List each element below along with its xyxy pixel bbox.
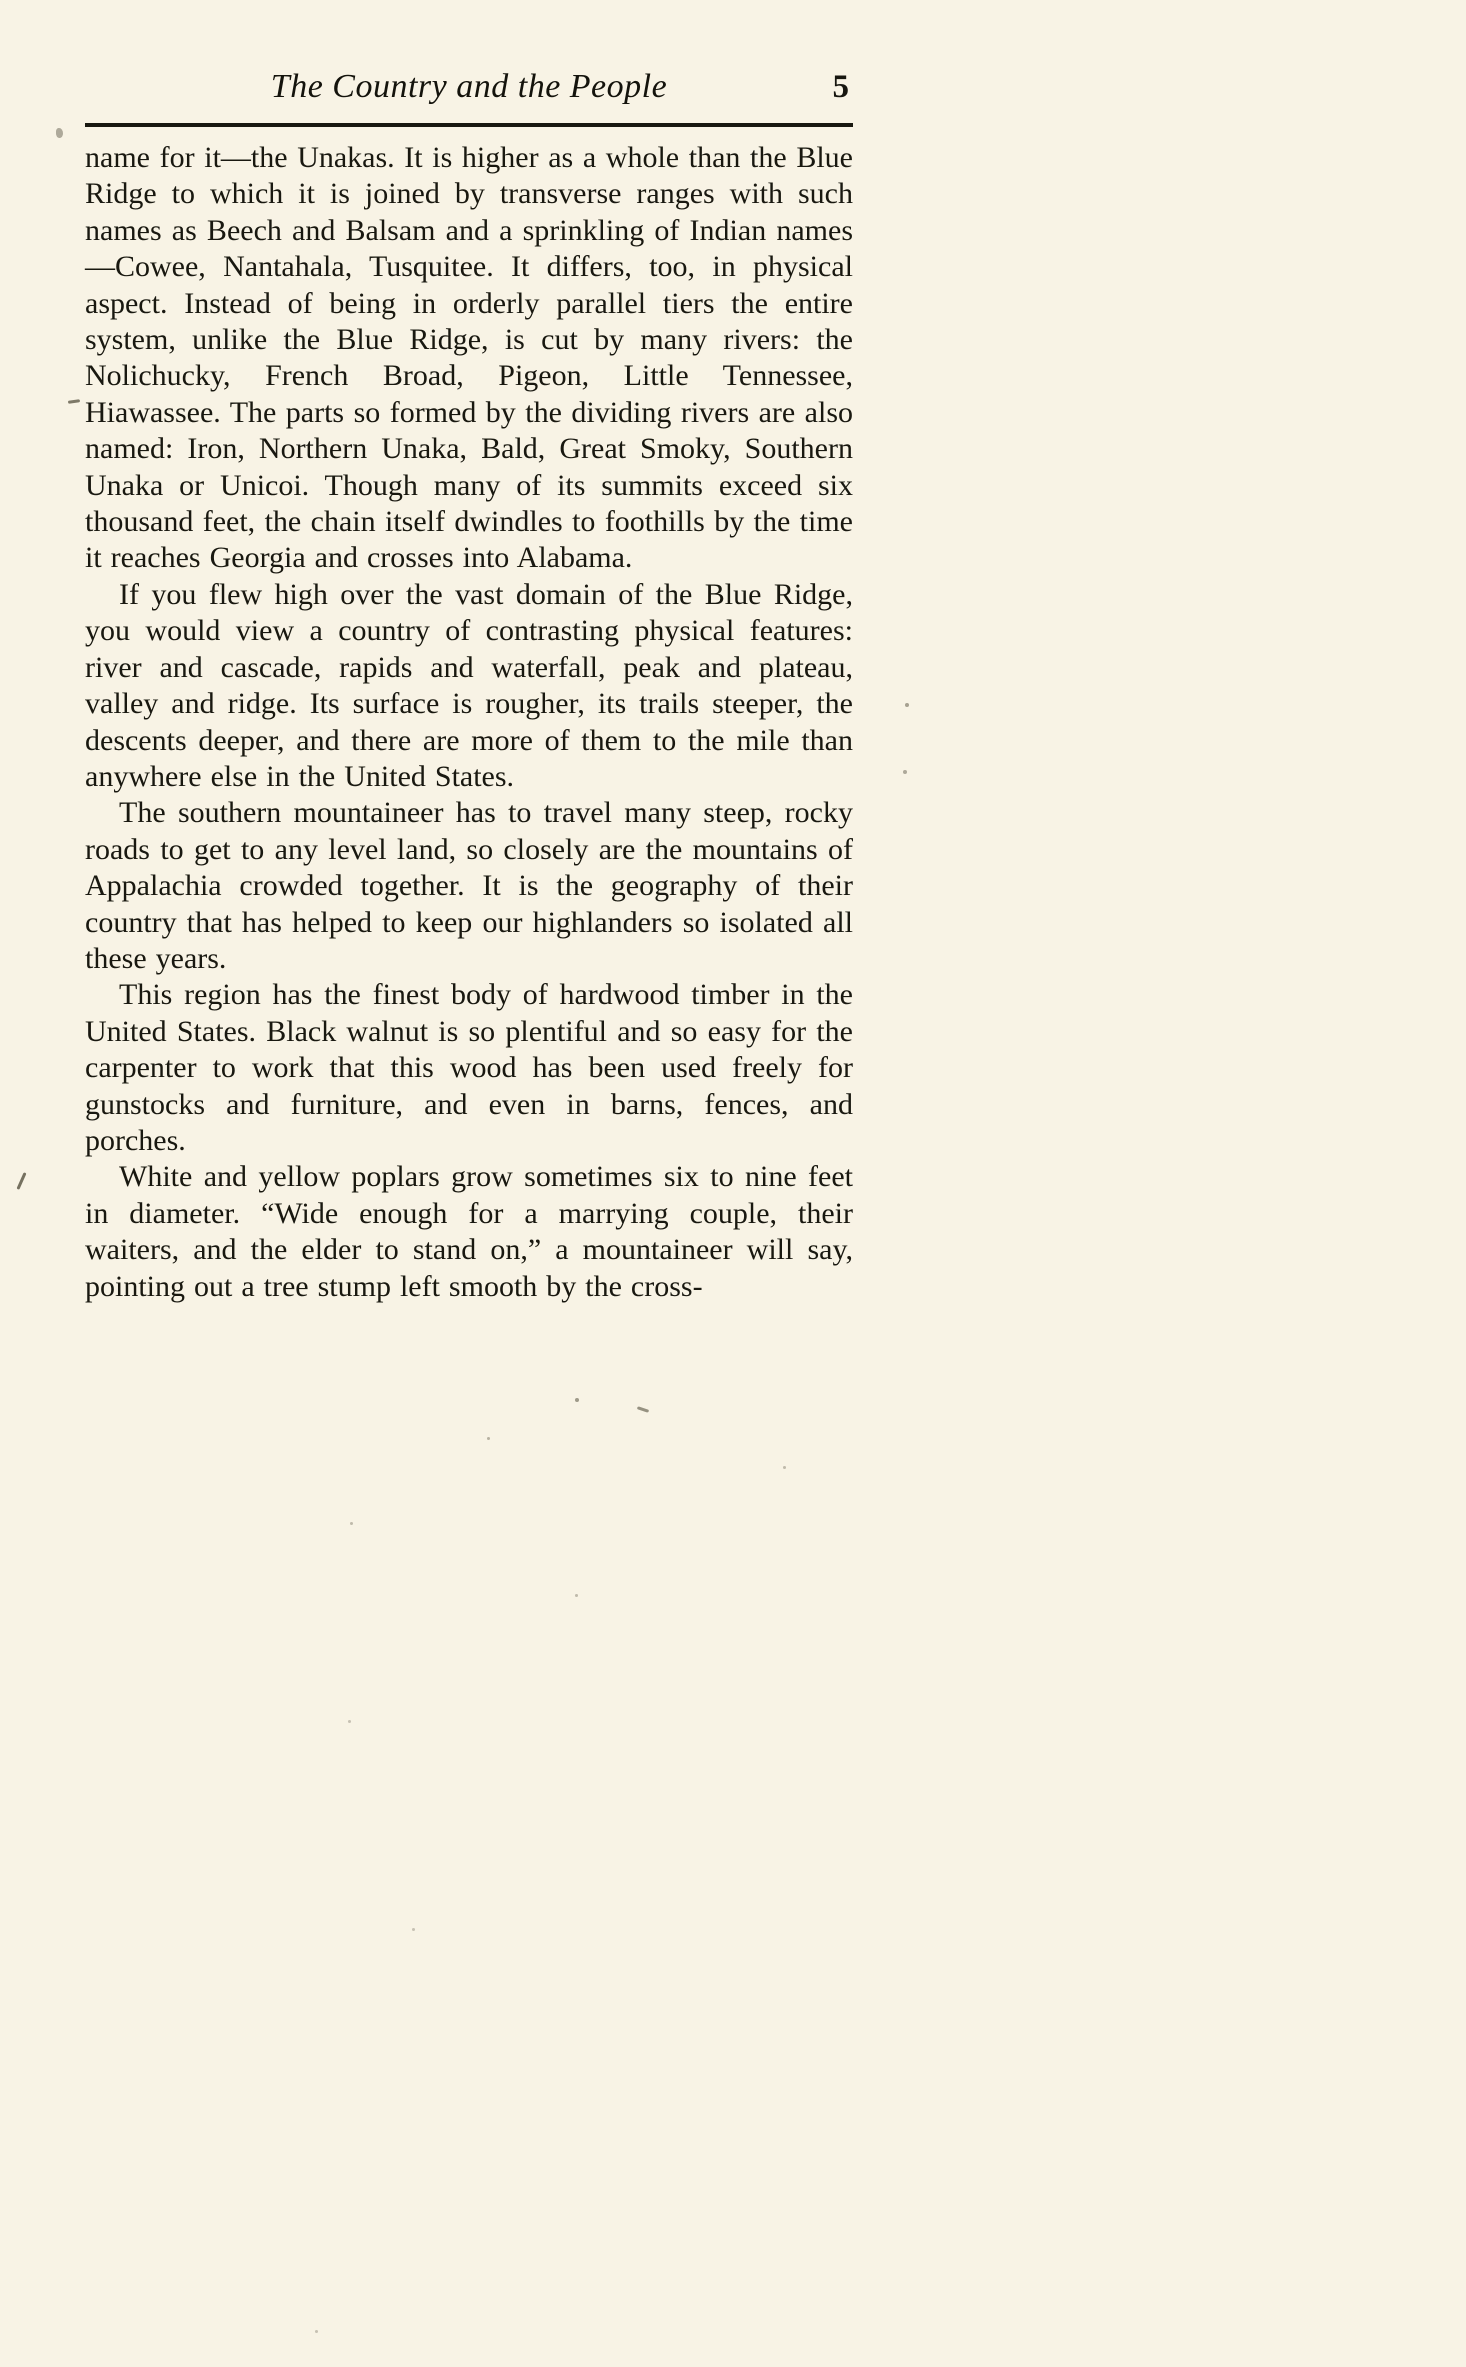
scan-speck [56, 128, 63, 138]
paragraph: White and yellow poplars grow sometimes six to nine feet in diameter. “Wide enough for a marrying couple, their waiters, and the elder to stand on,” a mountaineer will say, pointing out a tree stump left smooth by the cross- [85, 1160, 853, 1303]
paragraph: If you flew high over the vast domain of the Blue Ridge, you would view a country of contrasting physical features: river and cascade, rapids and waterfall, peak and plateau, valley and ridge. Its surface is rougher, its trails steeper, the descents deeper, and there are more of them to the mile than anywhere else in the United States. [85, 577, 853, 793]
running-title: The Country and the People [270, 68, 668, 105]
page-content [85, 68, 853, 1305]
scan-speck [68, 399, 80, 404]
paragraph: The southern mountaineer has to travel many steep, rocky roads to get to any level land, so closely are the mountains of Appalachia crowded together. It is the geography of their country that has helped to keep our highlanders so isolated all these years. [85, 796, 853, 975]
body-text [85, 140, 853, 1305]
header-rule [85, 123, 853, 127]
scan-speck [16, 1172, 26, 1190]
scan-speck [575, 1594, 578, 1597]
running-header [85, 68, 853, 114]
paragraph: This region has the finest body of hardwood timber in the United States. Black walnut is so plentiful and so easy for the carpenter to work that this wood has been used freely for gunstocks and furniture, and even in barns, fences, and porches. [85, 978, 853, 1157]
page-number: 5 [832, 69, 849, 105]
scan-speck [412, 1928, 415, 1931]
scan-speck [903, 770, 907, 774]
scan-speck [575, 1398, 579, 1402]
scan-speck [783, 1466, 786, 1469]
scan-speck [315, 2330, 318, 2333]
scan-speck [905, 703, 909, 707]
scan-speck [637, 1406, 649, 1413]
scan-speck [487, 1437, 490, 1440]
paragraph-continuation: name for it—the Unakas. It is higher as a whole than the Blue Ridge to which it is joined by transverse ranges with such names as Beech and Balsam and a sprinkling of Indian names—Cowee, Nantahala, Tusquitee. It differs, too, in physical aspect. Instead of being in orderly parallel tiers the entire system, unlike the Blue Ridge, is cut by many rivers: the Nolichucky, French Broad, Pigeon, Little Tennessee, Hiawassee. The parts so formed by the dividing rivers are also named: Iron, Northern Unaka, Bald, Great Smoky, Southern Unaka or Unicoi. Though many of its summits exceed six thousand feet, the chain itself dwindles to foothills by the time it reaches Georgia and crosses into Alabama. [85, 141, 853, 575]
scan-speck [348, 1720, 351, 1723]
scan-speck [350, 1522, 353, 1525]
